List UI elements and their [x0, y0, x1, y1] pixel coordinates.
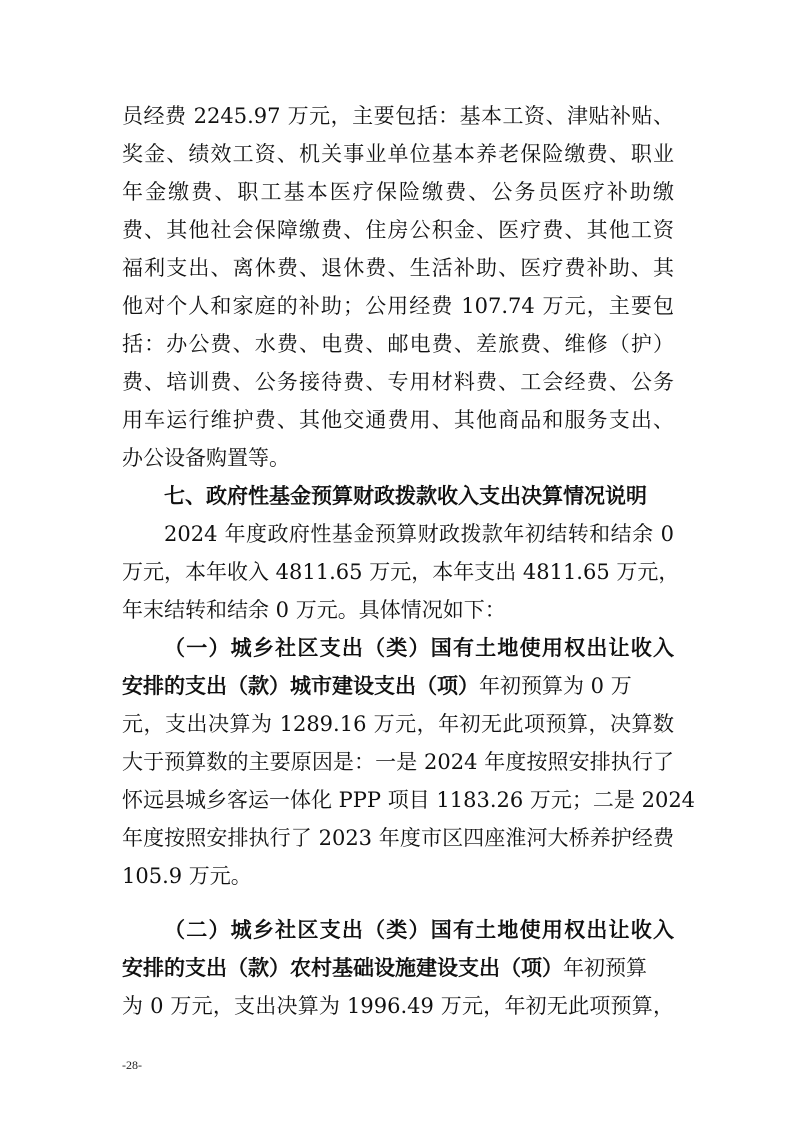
text-line: 员经费 2245.97 万元，主要包括：基本工资、津贴补贴、 — [122, 104, 674, 128]
item-title-bold: 安排的支出（款）城市建设支出（项） — [122, 674, 479, 698]
text-line: 年金缴费、职工基本医疗保险缴费、公务员医疗补助缴 — [122, 180, 674, 204]
item-title-line-2 — [122, 668, 674, 704]
item-text: 年初预算 — [563, 956, 647, 980]
text-line: 为 0 万元，支出决算为 1996.49 万元，年初无此项预算， — [122, 994, 674, 1018]
text-line: 元，支出决算为 1289.16 万元，年初无此项预算，决算数 — [122, 712, 674, 736]
text-line: 105.9 万元。 — [122, 864, 252, 888]
text-line: 2024 年度政府性基金预算财政拨款年初结转和结余 0 — [164, 522, 674, 546]
item-title-line-2 — [122, 950, 674, 986]
item-title-bold: 安排的支出（款）农村基础设施建设支出（项） — [122, 956, 563, 980]
text-line: 万元，本年收入 4811.65 万元，本年支出 4811.65 万元， — [122, 560, 680, 584]
text-line: 用车运行维护费、其他交通费用、其他商品和服务支出、 — [122, 408, 674, 432]
text-line: 大于预算数的主要原因是：一是 2024 年度按照安排执行了 — [122, 750, 674, 774]
item-title-line: （一）城乡社区支出（类）国有土地使用权出让收入 — [164, 636, 674, 660]
item-text: 年初预算为 0 万 — [479, 674, 632, 698]
text-line: 费、培训费、公务接待费、专用材料费、工会经费、公务 — [122, 370, 674, 394]
text-line: 福利支出、离休费、退休费、生活补助、医疗费补助、其 — [122, 256, 674, 280]
text-line: 他对个人和家庭的补助；公用经费 107.74 万元，主要包 — [122, 294, 674, 318]
text-line: 怀远县城乡客运一体化 PPP 项目 1183.26 万元；二是 2024 — [122, 788, 696, 812]
text-line: 奖金、绩效工资、机关事业单位基本养老保险缴费、职业 — [122, 142, 674, 166]
text-line: 括：办公费、水费、电费、邮电费、差旅费、维修（护） — [122, 332, 674, 356]
page-number: -28- — [122, 1058, 142, 1072]
text-line: 年末结转和结余 0 万元。具体情况如下： — [122, 598, 506, 622]
text-line: 办公设备购置等。 — [122, 446, 290, 470]
item-title-line: （二）城乡社区支出（类）国有土地使用权出让收入 — [164, 918, 674, 942]
text-line: 费、其他社会保障缴费、住房公积金、医疗费、其他工资 — [122, 218, 674, 242]
section-heading: 七、政府性基金预算财政拨款收入支出决算情况说明 — [164, 484, 647, 508]
text-line: 年度按照安排执行了 2023 年度市区四座淮河大桥养护经费 — [122, 826, 674, 850]
